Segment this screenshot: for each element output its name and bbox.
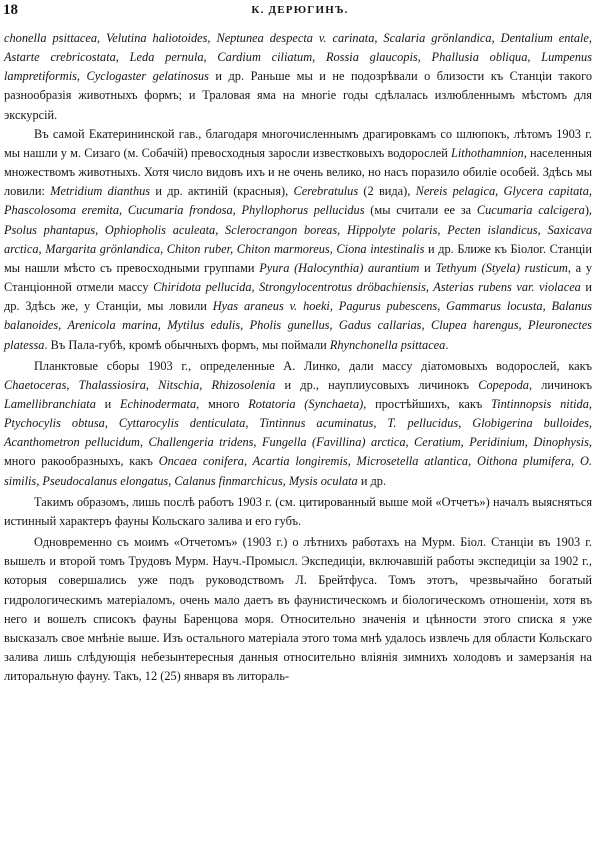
text-run: и др. Ближе къ Біолог. Станціи мы нашли мѣсто съ превосходными группами: [4, 241, 593, 275]
text-run: . Въ Пала-губѣ, кромѣ обычныхъ формъ, мы поймали: [44, 337, 330, 352]
italic-run: Oncaea conifera, Acartia longiremis, Microsetella atlantica, Oithona plumifera, O. similis, Pseudocalanus elongatus, Calanus finmarchicus, Mysis oculata: [4, 454, 592, 488]
italic-run: Chiridota pellucida, Strongylocentrotus dröbachiensis, Asterias rubens var. violacea: [153, 280, 581, 295]
italic-run: Lamellibranchiata: [4, 396, 96, 411]
text-run: и: [95, 396, 121, 411]
italic-run: Psolus phantapus, Ophiopholis aculeata, Sclerocrangon boreas, Hippolyte polaris, Pecten islandicus, Saxicava arctica, Margarita grönlandica, Chiton ruber, Chiton marmoreus, Ciona intestinalis: [4, 222, 592, 256]
text-run: Планктовые сборы 1903 г., определенные А. Линко, дали массу діатомовыхъ водорослей, какъ: [34, 358, 592, 373]
paragraph-1: [4, 29, 592, 125]
italic-run: Echinodermata: [120, 396, 197, 411]
text-run: и др. актиній (красныя),: [150, 184, 294, 199]
italic-run: Cerebratulus: [293, 184, 359, 199]
page-header: [0, 2, 600, 24]
text-run: (2 вида),: [358, 184, 416, 199]
paragraph-4: [4, 493, 592, 531]
paragraph-2: [4, 125, 592, 355]
text-run: , личинокъ: [528, 377, 592, 392]
italic-run: Chaetoceras, Thalassiosira, Nitschia, Rhizosolenia: [4, 377, 276, 392]
text-run: , простѣйшихъ, какъ: [363, 396, 491, 411]
italic-run: Tintinnopsis nitida, Ptychocylis obtusa, Cyttarocylis denticulata, Tintinnus acuminatus, T. pellucidus, Globigerina bulloides, Acanthometron pellucidum, Challengeria tridens, Fungella (Favillina) arctica, Ceratium, Peridinium, Dinophysis: [4, 396, 592, 450]
text-run: .: [445, 337, 449, 352]
text-run: и др. Раньше мы и не подозрѣвали о близости къ Станціи такого разнообразія животныхъ формъ; и Траловая яма на многіе годы сдѣлалась излюбленнымъ мѣстомъ для экскурсій.: [4, 69, 592, 122]
text-run: , населенныя множествомъ животныхъ. Хотя число видовъ ихъ и не очень велико, но насъ поразило обиліе особей. Здѣсь мы ловили:: [4, 145, 592, 199]
italic-run: Nereis pelagica, Glycera capitata, Phascolosoma eremita, Cucumaria frondosa, Phyllophorus pellucidus: [4, 184, 592, 218]
running-head: К. ДЕРЮГИНЪ.: [251, 4, 349, 16]
text-run: и: [419, 260, 436, 275]
italic-run: Pyura (Halocynthia) aurantium: [259, 260, 420, 275]
text-run: и др.: [357, 473, 387, 488]
italic-run: chonella psittacea, Velutina haliotoides, Neptunea despecta v. carinata, Scalaria grönlandica, Dentalium entale, Astarte crebricostata, Leda pernula, Cardium ciliatum, Rossia glaucopis, Phallusia obliqua, Lumpenus lampretiformis, Cyclogaster gelatinosus: [4, 31, 592, 84]
text-run: Одновременно съ моимъ «Отчетомъ» (1903 г.) о лѣтнихъ работахъ на Мурм. Біол. Станціи въ 1903 г. вышелъ и второй томъ Трудовъ Мурм. Науч.-Промысл. Экспедиціи, включавшій работы экспедиціи за 1902 г., которыя совершались уже подъ руководствомъ Л. Брейтфуса. Томъ этотъ, чрезвычайно богатый гидрологическимъ матеріаломъ, очень мало даетъ въ фаунистическомъ и біологическомъ отношеніи, хотя въ него и вошелъ списокъ фауны Баренцова моря. Относительно значенія и цѣнности этого списка я уже высказалъ свое мнѣніе выше. Изъ остального матеріала этого тома мнѣ удалось извлечь для области Кольскаго залива лишь слѣдующія небезынтересныя данныя относительно вліянія зимнихъ холодовъ и замерзанія на литоральную фауну. Такъ, 12 (25) января въ литораль-: [4, 535, 592, 684]
italic-run: Hyas araneus v. hoeki, Pagurus pubescens, Gammarus locusta, Balanus balanoides, Arenicola marina, Mytilus edulis, Pholis gunellus, Gadus callarias, Clupea harengus, Pleuronectes platessa: [4, 299, 592, 352]
text-run: , много ракообразныхъ, какъ: [4, 435, 592, 469]
page-body: [4, 29, 592, 686]
italic-run: Rhynchonella psittacea: [329, 337, 446, 352]
text-run: , много: [196, 396, 249, 411]
paragraph-5: [4, 533, 592, 686]
text-run: ),: [584, 203, 593, 218]
text-run: Такимъ образомъ, лишь послѣ работъ 1903 г. (см. цитированный выше мой «Отчетъ») началъ выясняться истинный характеръ фауны Кольскаго залива и его губъ.: [4, 494, 592, 528]
text-run: (мы считали ее за: [364, 203, 477, 218]
text-run: и др., науплиусовыхъ личинокъ: [275, 377, 479, 392]
italic-run: Cucumaria calcigera: [476, 203, 585, 218]
italic-run: Copepoda: [478, 377, 529, 392]
paragraph-3: [4, 357, 592, 491]
text-run: , а у Станціонной отмели массу: [4, 260, 592, 295]
italic-run: Tethyum (Styela) rusticum: [435, 260, 568, 275]
text-run: и др. Здѣсь же, у Станціи, мы ловили: [4, 280, 592, 314]
italic-run: Metridium dianthus: [50, 184, 151, 199]
italic-run: Lithothamnion: [451, 145, 524, 160]
italic-run: Rotatoria (Synchaeta): [248, 396, 364, 411]
text-run: Въ самой Екатерининской гав., благодаря многочисленнымъ драгировкамъ со шлюпокъ, лѣтомъ 1903 г. мы нашли у м. Сизаго (м. Собачій) превосходныя заросли известковыхъ водорослей: [4, 126, 592, 160]
page-number: 18: [3, 2, 18, 18]
